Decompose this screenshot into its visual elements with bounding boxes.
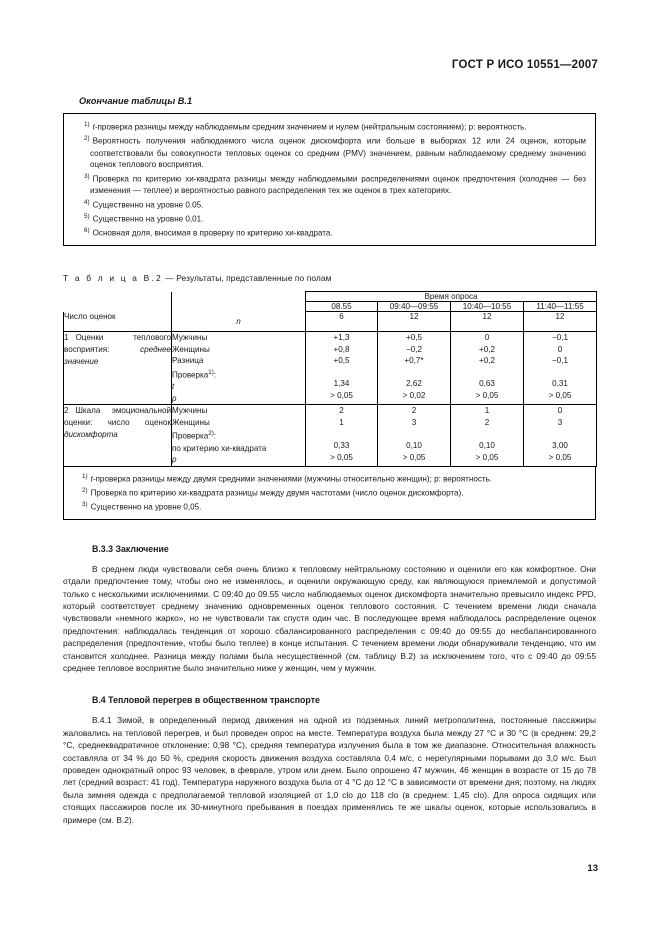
- header-time-group: Время опроса: [306, 292, 597, 302]
- row-2-values-col-2: [451, 405, 524, 467]
- value: 0: [484, 332, 490, 342]
- footnote-marker: 1): [82, 472, 88, 480]
- footnote-marker: 3): [82, 501, 88, 509]
- footnote-text: Проверка по критерию хи-квадрата разницы между двумя частотами (число оценок дискомфорта).: [90, 488, 464, 498]
- footnote-text: -проверка разницы между наблюдаемым средним значением и нулем (нейтральным состоянием); p: вероятность.: [94, 122, 527, 132]
- row-2-label: [64, 405, 172, 467]
- sublabel: Мужчины: [172, 406, 208, 416]
- row-1-sublabels: [172, 331, 306, 404]
- value: > 0,05: [330, 452, 353, 462]
- table-b2-title: [63, 273, 596, 283]
- table-b1-continuation-caption: Окончание таблицы В.1: [79, 96, 193, 106]
- value: 1: [484, 406, 490, 416]
- footnote-ref: 2): [208, 430, 214, 438]
- footnote-text: Проверка по критерию хи-квадрата разницы между наблюдаемыми распределениями оценок предпочтения (холоднее — без изменения — теплее) и вероятностью равного распределения тех же оценок в трех категориях.: [90, 174, 586, 196]
- sublabel: Женщины: [172, 344, 210, 354]
- footnote-text: Существенно на уровне 0,05.: [90, 503, 202, 513]
- value: > 0,05: [548, 390, 572, 400]
- value: 3,00: [552, 441, 568, 450]
- section-b4-paragraph: В.4.1 Зимой, в определенный период движения на одной из подземных линий метрополитена, постоянные пассажиры жаловались на тепловой перегрев, и был проведен опрос на месте. Температура воздуха была между 27 °С и 30 °С (в среднем: 29,2 °С, среднеквадратичное отклонение: 0,98 °С), средняя температура излучения была в том же диапазоне. Относительная влажность составляла от 34 % до 50 %, средняя скорость движения воздуха составляла 0,4 м/с, с нерегулярными порывами до 3,0 м/с. Был проведен однократный опрос 93 человек, в феврале, утром или днем. Было опрошено 47 мужчин, 46 женщин в возрасте от 15 до 78 лет (средний возраст: 41 год). Температура наружного воздуха была от 4 °С до 12 °С в зависимости от времени дня; поэтому, на людях была зимняя одежда с предполагаемой тепловой изоляцией от 1,0 clo до 118 clo (в среднем: 1,45 clo). Для опроса сидящих или стоящих пассажиров после их 30-минутного пребывания в поездах применялись те же шкалы оценок, которые использовались в примере (см. В.2).: [63, 715, 596, 825]
- footnote-marker: 1): [84, 121, 90, 128]
- sublabel: по критерию хи-квадрата: [172, 443, 267, 453]
- value: 0,63: [479, 379, 495, 389]
- footnote-marker: 4): [84, 198, 90, 206]
- footnote-item: [73, 133, 586, 170]
- footnote-item: [73, 485, 586, 499]
- row-2-sublabels: [172, 405, 306, 467]
- row-2-label-plain: Шкала эмоциональной оценки: число оценок: [64, 406, 171, 428]
- header-time-1: 09:40—09:55: [378, 302, 451, 312]
- value: 1: [339, 417, 344, 427]
- row-2-values-col-0: [306, 405, 378, 467]
- value: 0: [557, 344, 563, 354]
- value: −0,2: [406, 344, 422, 354]
- sublabel-text: Проверка: [172, 370, 209, 380]
- table-row-header-group: [64, 292, 597, 302]
- footnote-item: [73, 171, 586, 197]
- table-b2-title-label: Т а б л и ц а В.2: [63, 273, 163, 284]
- row-1-label-italic: среднее значение: [64, 344, 171, 366]
- row-2-values-col-1: [378, 405, 451, 467]
- header-time-2: 10:40—10:55: [451, 302, 524, 312]
- row-1-values-col-1: [378, 331, 451, 404]
- footnote-italic-prefix: t: [90, 474, 93, 484]
- footnote-text: -проверка разницы между двумя средними значениями (мужчины относительно женщин); p: вероятность.: [92, 474, 493, 484]
- footnote-text: Основная доля, вносимая в проверку по критерию хи-квадрата.: [92, 228, 333, 238]
- footnote-text: Существенно на уровне 0.05.: [92, 200, 204, 210]
- value: +1,3: [333, 332, 350, 342]
- sublabel: Женщины: [172, 417, 210, 427]
- value: −0,1: [552, 356, 569, 366]
- table-b2: [63, 291, 597, 466]
- sublabel-text: Проверка: [172, 432, 209, 442]
- value: > 0,05: [475, 452, 499, 462]
- footnote-marker: 3): [84, 172, 90, 180]
- footnote-item: [73, 197, 586, 211]
- value: > 0,05: [548, 452, 572, 462]
- header-col1-label: Число оценок: [64, 312, 172, 332]
- value: > 0,05: [402, 452, 426, 462]
- table-b1-footnotes-box: [63, 113, 596, 246]
- footnote-item: [73, 499, 586, 513]
- header-time-3: 11:40—11:55: [524, 302, 597, 312]
- footnote-marker: 2): [82, 487, 88, 495]
- value: 0: [557, 406, 563, 416]
- row-2-number: 2: [64, 406, 69, 416]
- value: > 0,02: [402, 390, 426, 400]
- table-row: [64, 405, 597, 467]
- sublabel: Мужчины: [172, 332, 208, 342]
- sublabel-suffix: :: [213, 432, 217, 442]
- table-b2-title-text: Результаты, представленные по полам: [176, 273, 332, 284]
- footnote-item: [73, 119, 586, 133]
- value: > 0,05: [475, 390, 499, 400]
- row-1-label-plain: Оценки теплового восприятия:: [64, 332, 171, 354]
- footnote-marker: 5): [84, 212, 90, 220]
- header-count-3: 12: [524, 312, 597, 332]
- sublabel: p: [172, 455, 177, 465]
- footnote-item: [73, 471, 586, 485]
- table-b2-footnotes-box: [63, 467, 596, 520]
- value: 0,31: [552, 379, 568, 389]
- footnote-item: [73, 225, 586, 239]
- value: 2,62: [406, 379, 422, 389]
- table-row-counts: [64, 312, 597, 332]
- value: +0,8: [333, 344, 350, 354]
- row-1-values-col-2: [451, 331, 524, 404]
- footnote-item: [73, 211, 586, 225]
- sublabel: p: [172, 393, 177, 403]
- table-b2-title-dash: —: [165, 273, 174, 284]
- footnote-text: Вероятность получения наблюдаемого числа оценок дискомфорта или больше в выборках 12 или 24 оценок, которым соответствовали бы совокупности тепловых оценок со средним (PMV) значением, равным наблюдаемому среднему значению оценок теплового восприятия.: [90, 136, 586, 170]
- table-row: [64, 331, 597, 404]
- value: 2: [339, 406, 344, 416]
- footnote-marker: 6): [84, 227, 90, 235]
- standard-header: ГОСТ Р ИСО 10551—2007: [451, 59, 598, 71]
- row-2-values-col-3: [524, 405, 597, 467]
- value: +0,5: [333, 356, 350, 366]
- header-col2-label: n: [172, 312, 306, 332]
- footnote-italic-prefix: t: [92, 122, 95, 132]
- value: 2: [411, 406, 417, 416]
- value: 0,10: [406, 441, 422, 450]
- value: +0,7*: [404, 356, 424, 366]
- value: 3: [411, 417, 417, 427]
- value: 1,34: [333, 379, 350, 389]
- section-b33-heading: В.3.3 Заключение: [92, 543, 169, 554]
- section-b4-heading: В.4 Тепловой перегрев в общественном транспорте: [92, 695, 320, 706]
- row-1-label: [64, 331, 172, 404]
- value: 2: [484, 417, 490, 427]
- page-number: 13: [587, 863, 598, 874]
- sublabel: Разница: [172, 356, 204, 366]
- value: +0,2: [479, 344, 495, 354]
- value: +0,5: [406, 332, 422, 342]
- footnote-text: Существенно на уровне 0,01.: [92, 214, 204, 224]
- header-time-0: 08.55: [306, 302, 378, 312]
- value: 0,33: [333, 441, 350, 450]
- sublabel-suffix: :: [213, 370, 217, 380]
- header-count-0: 6: [306, 312, 378, 332]
- footnote-ref: 1): [208, 368, 214, 376]
- header-count-2: 12: [451, 312, 524, 332]
- value: 0,10: [479, 441, 495, 450]
- row-1-number: 1: [64, 332, 69, 342]
- sublabel: t: [172, 382, 175, 392]
- row-2-label-italic: дискомфорта: [64, 429, 118, 439]
- section-b33-paragraph: В среднем люди чувствовали себя очень близко к тепловому нейтральному состоянию и оценили его как комфортное. Они отдали предпочтение тому, чтобы оно не изменялось, и оценили окружающую среду, как являющуюся приемлемой и допустимой только с несколькими исключениями. С 09:40 до 09.55 число наблюдаемых оценок дискомфорта значительно превысило индекс PPD, который соответствует среднему значению одновременных оценок теплового состояния. С течением времени люди сначала чувствовали «немного жарко», но не чувствовали так спустя один час. В последующее время наблюдалось распределение оценок предпочтения: наблюдалась тенденция от хорошо сбалансированного распределения с 09:40 до 09:55 до несбалансированного распределения (предпочтение, чтобы было теплее) в конце испытания. С течением времени люди обнаруживали тенденцию, что им становится холоднее. Разница между полами была несущественной (см. таблицу В.2) за исключением того, что с 09:40 до 09:55 среднее тепловое восприятие было значительно ниже у женщин, чем у мужчин.: [63, 563, 596, 673]
- value: −0,1: [552, 332, 569, 342]
- sublabel-with-footnote: [172, 367, 305, 381]
- value: > 0,05: [330, 390, 353, 400]
- page-content: [63, 96, 596, 826]
- row-1-values-col-0: [306, 331, 378, 404]
- sublabel-with-footnote: [172, 428, 305, 442]
- header-count-1: 12: [378, 312, 451, 332]
- value: +0,2: [479, 356, 495, 366]
- value: 3: [557, 417, 563, 427]
- row-1-values-col-3: [524, 331, 597, 404]
- footnote-marker: 2): [84, 135, 90, 143]
